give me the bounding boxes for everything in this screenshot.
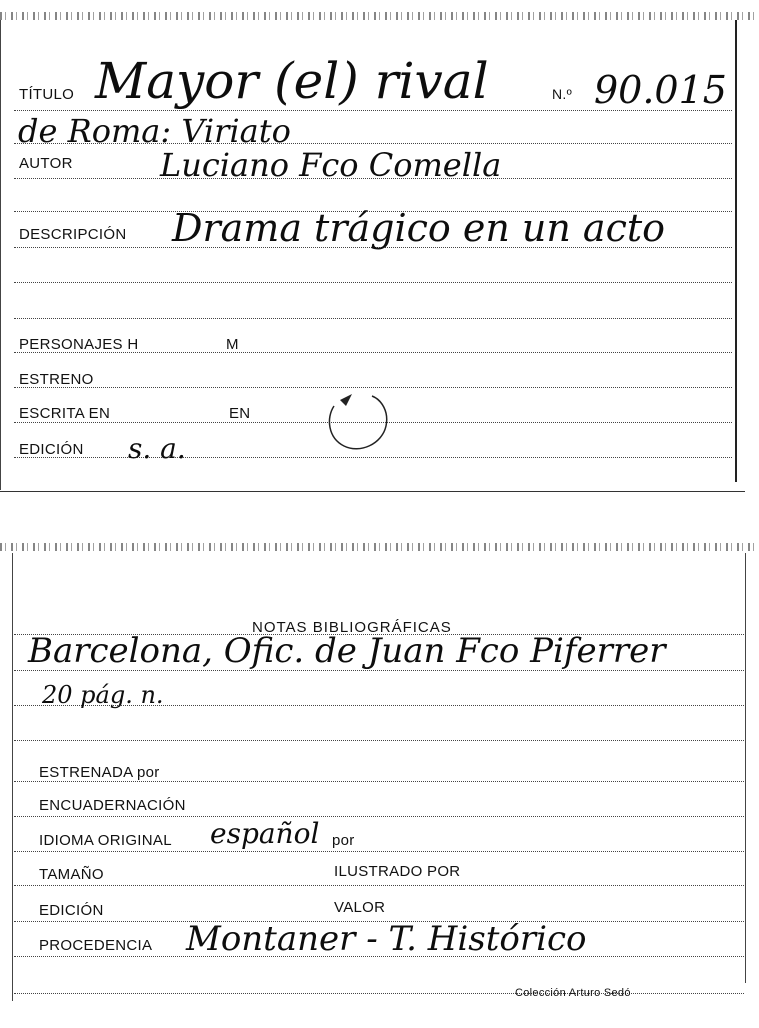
idioma-label: IDIOMA ORIGINAL — [39, 832, 172, 849]
card-top-edge — [0, 12, 759, 20]
coleccion-label: Colección Arturo Sedó — [515, 987, 631, 999]
estrenada-label: ESTRENADA por — [39, 764, 160, 781]
rule — [14, 318, 732, 319]
rule — [14, 816, 744, 817]
descripcion-value: Drama trágico en un acto — [172, 206, 666, 250]
card-right-border — [735, 20, 737, 482]
titulo-value: Mayor (el) rival — [95, 52, 489, 110]
rule — [0, 491, 745, 492]
encuadernacion-label: ENCUADERNACIÓN — [39, 797, 186, 814]
descripcion-label: DESCRIPCIÓN — [19, 226, 127, 243]
notas-line-1: Barcelona, Ofic. de Juan Fco Piferrer — [28, 631, 666, 671]
notas-line-2: 20 pág. n. — [42, 681, 164, 709]
edicion-label-2: EDICIÓN — [39, 902, 104, 919]
titulo-label: TÍTULO — [19, 86, 75, 103]
personajes-m-label: M — [226, 336, 239, 353]
punch-hole-icon — [322, 388, 392, 454]
edicion-value: s. a. — [128, 432, 186, 465]
catalog-card-top — [0, 0, 759, 495]
procedencia-label: PROCEDENCIA — [39, 937, 153, 954]
edicion-label: EDICIÓN — [19, 441, 84, 458]
catalog-card-bottom — [0, 535, 759, 1028]
card-bottom-edge — [0, 543, 759, 551]
rule — [14, 993, 744, 994]
card-left-border — [12, 553, 13, 1001]
ilustrado-label: ILUSTRADO POR — [334, 863, 461, 880]
idioma-por-label: por — [332, 832, 355, 849]
valor-label: VALOR — [334, 899, 386, 916]
escrita-en-label: ESCRITA EN — [19, 405, 111, 422]
rule — [14, 781, 744, 782]
rule — [14, 282, 732, 283]
personajes-label: PERSONAJES H — [19, 336, 139, 353]
idioma-value: español — [210, 817, 320, 850]
autor-label: AUTOR — [19, 155, 73, 172]
tamano-label: TAMAÑO — [39, 866, 104, 883]
card-left-border — [0, 20, 1, 490]
card-right-border — [745, 553, 746, 983]
procedencia-value: Montaner - T. Histórico — [186, 919, 587, 959]
numero-label: N.º — [552, 86, 573, 102]
titulo-value-continued: de Roma: Viriato — [18, 112, 291, 150]
rule — [14, 885, 744, 886]
autor-value: Luciano Fco Comella — [160, 146, 502, 184]
en-label: EN — [229, 405, 251, 422]
estreno-label: ESTRENO — [19, 371, 94, 388]
rule — [14, 740, 744, 741]
rule — [14, 457, 732, 458]
notas-heading: NOTAS BIBLIOGRÁFICAS — [252, 619, 452, 636]
numero-value: 90.015 — [594, 68, 727, 112]
rule — [14, 851, 744, 852]
